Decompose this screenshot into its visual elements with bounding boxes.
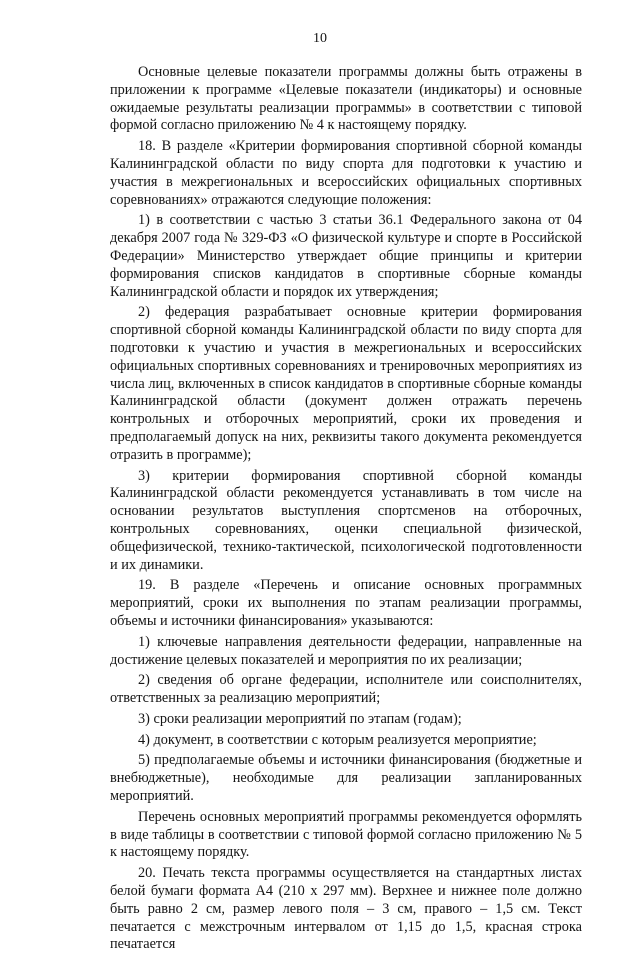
list-item-19-3: 3) сроки реализации мероприятий по этапам (годам);: [138, 710, 462, 727]
paragraph-section-20: 20. Печать текста программы осуществляется на стандартных листах белой бумаги формата А4 (210 х 297 мм). Верхнее и нижнее поле должно быть равно 2 см, размер левого поля – 3 см, правого – 1,5 см. Текст печатается с межстрочным интервалом от 1,15 до 1,5, красная строка печатается: [110, 865, 582, 953]
list-item-18-2: 2) федерация разрабатывает основные критерии формирования спортивной сборной команды Калининградской области по виду спорта для подготовки к участию и участия в межрегиональных и всероссийских официальных спортивных соревнованиях и тренировочных мероприятиях из числа лиц, включенных в список кандидатов в спортивные сборные команды Калининградской области (документ должен отражать перечень контрольных и отборочных мероприятий, сроки их проведения и предполагаемый допуск на них, реквизиты такого документа рекомендуется отразить в программе);: [110, 304, 582, 463]
list-item-19-2: 2) сведения об органе федерации, исполнителе или соисполнителях, ответственных за реализацию мероприятий;: [110, 672, 582, 707]
paragraph-section-19: 19. В разделе «Перечень и описание основных программных мероприятий, сроки их выполнения по этапам реализации программы, объемы и источники финансирования» указываются:: [110, 577, 582, 629]
page-number: 10: [313, 31, 327, 46]
paragraph-section-18: 18. В разделе «Критерии формирования спортивной сборной команды Калининградской области по виду спорта для подготовки к участию и участия в межрегиональных и всероссийских официальных спортивных соревнованиях» отражаются следующие положения:: [110, 138, 582, 208]
paragraph-target-indicators: Основные целевые показатели программы должны быть отражены в приложении к программе «Целевые показатели (индикаторы) и основные ожидаемые результаты реализации программы» в соответствии с типовой формой согласно приложению № 4 к настоящему порядку.: [110, 64, 582, 134]
document-body: [110, 64, 582, 954]
list-item-19-1: 1) ключевые направления деятельности федерации, направленные на достижение целевых показателей и мероприятия по их реализации;: [110, 633, 582, 668]
list-item-19-4: 4) документ, в соответствии с которым реализуется мероприятие;: [138, 731, 537, 748]
list-item-18-3: 3) критерии формирования спортивной сборной команды Калининградской области рекомендуется устанавливать в том числе на основании результатов выступления спортсменов на отборочных, контрольных соревнованиях, оценки специальной физической, общефизической, технико-тактической, психологической подготовленности и их динамики.: [110, 467, 582, 573]
list-item-19-5: 5) предполагаемые объемы и источники финансирования (бюджетные и внебюджетные), необходимые для реализации запланированных мероприятий.: [110, 752, 582, 805]
paragraph-activities-table: Перечень основных мероприятий программы рекомендуется оформлять в виде таблицы в соответствии с типовой формой согласно приложению № 5 к настоящему порядку.: [110, 808, 582, 861]
list-item-18-1: 1) в соответствии с частью 3 статьи 36.1 Федерального закона от 04 декабря 2007 года № 329-ФЗ «О физической культуре и спорте в Российской Федерации» Министерство утверждает общие принципы и критерии формирования списков кандидатов в спортивные сборные команды Калининградской области и порядок их утверждения;: [110, 212, 582, 300]
